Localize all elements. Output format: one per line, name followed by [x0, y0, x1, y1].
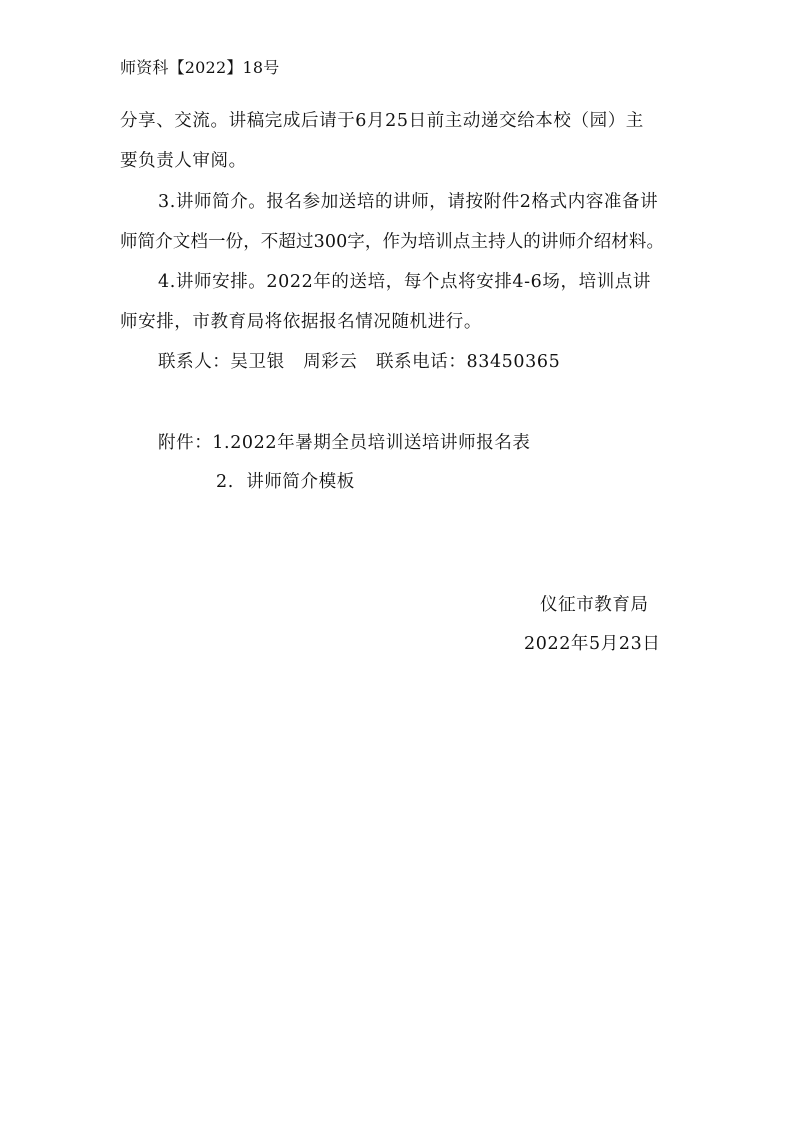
paragraph-1-line-1: 分享、交流。讲稿完成后请于6月25日前主动递交给本校（园）主 — [120, 111, 644, 131]
issuing-organization: 仪征市教育局 — [540, 595, 649, 615]
paragraph-3-line-1: 4.讲师安排。2022年的送培，每个点将安排4-6场，培训点讲 — [158, 272, 652, 292]
paragraph-2-line-1: 3.讲师简介。报名参加送培的讲师，请按附件2格式内容准备讲 — [158, 192, 659, 212]
document-number: 师资科【2022】18号 — [120, 58, 280, 77]
attachment-1: 附件：1.2022年暑期全员培训送培讲师报名表 — [158, 433, 531, 453]
paragraph-2-line-2: 师简介文档一份，不超过300字，作为培训点主持人的讲师介绍材料。 — [120, 232, 665, 252]
paragraph-3-line-2: 师安排，市教育局将依据报名情况随机进行。 — [120, 312, 482, 332]
contact-line: 联系人：吴卫银 周彩云 联系电话：83450365 — [158, 352, 561, 372]
paragraph-1-line-2: 要负责人审阅。 — [120, 151, 247, 171]
issue-date: 2022年5月23日 — [524, 634, 661, 654]
attachment-2: 2. 讲师简介模板 — [216, 472, 355, 492]
